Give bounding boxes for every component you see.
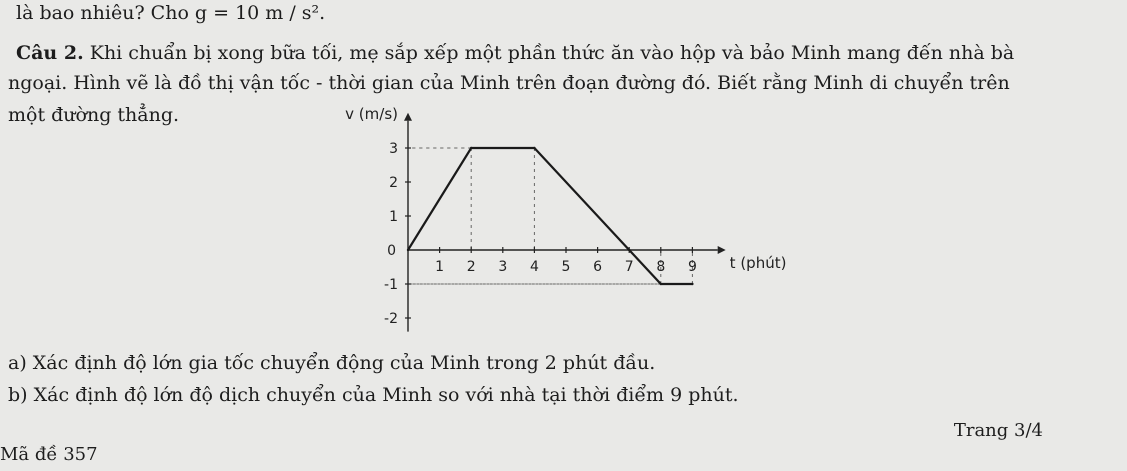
y-tick-label: 2 — [389, 175, 398, 191]
x-tick-label: 8 — [656, 259, 666, 275]
question-2-label: Câu 2. — [16, 42, 84, 64]
velocity-point — [533, 147, 535, 149]
velocity-time-chart — [330, 104, 790, 348]
intro-line: là bao nhiêu? Cho g = 10 m / s². — [16, 2, 326, 24]
x-tick-label: 9 — [687, 259, 697, 275]
y-axis-label: v (m/s) — [345, 104, 398, 123]
x-tick-label: 4 — [529, 259, 539, 275]
page-number: Trang 3/4 — [953, 420, 1043, 441]
x-tick-label: 6 — [593, 259, 603, 275]
velocity-point — [407, 249, 409, 251]
x-tick-label: 2 — [466, 259, 476, 275]
velocity-point — [691, 283, 693, 285]
question-2-line-1 — [16, 42, 1014, 64]
question-2-line-3: một đường thẳng. — [8, 104, 180, 126]
chart-ticks — [384, 141, 697, 327]
part-b: b) Xác định độ lớn độ dịch chuyển của Minh so với nhà tại thời điểm 9 phút. — [8, 384, 739, 406]
velocity-point — [628, 249, 630, 251]
question-2-line-2: ngoại. Hình vẽ là đồ thị vận tốc - thời gian của Minh trên đoạn đường đó. Biết rằng Minh di chuyển trên — [8, 72, 1010, 94]
y-axis-arrow — [404, 113, 412, 121]
x-tick-label: 5 — [561, 259, 571, 275]
y-tick-label: 1 — [389, 209, 398, 225]
chart-guides — [408, 148, 692, 284]
y-tick-label: 3 — [389, 141, 398, 157]
part-a: a) Xác định độ lớn gia tốc chuyển động của Minh trong 2 phút đầu. — [8, 352, 656, 374]
question-2-text-1: Khi chuẩn bị xong bữa tối, mẹ sắp xếp một phần thức ăn vào hộp và bảo Minh mang đến nhà bà — [89, 42, 1015, 64]
origin-label: 0 — [387, 243, 396, 259]
x-axis-arrow — [718, 246, 726, 254]
chart-series — [407, 147, 694, 285]
velocity-series-line — [408, 148, 692, 284]
x-tick-label: 1 — [435, 259, 445, 275]
x-tick-label: 3 — [498, 259, 508, 275]
x-tick-label: 7 — [624, 259, 634, 275]
velocity-point — [660, 283, 662, 285]
exam-code: Mã đề 357 — [0, 444, 98, 465]
x-axis-label: t (phút) — [729, 254, 787, 272]
velocity-point — [470, 147, 472, 149]
y-tick-label: -1 — [384, 277, 398, 293]
chart-axes — [345, 105, 786, 332]
y-tick-label: -2 — [384, 311, 398, 327]
